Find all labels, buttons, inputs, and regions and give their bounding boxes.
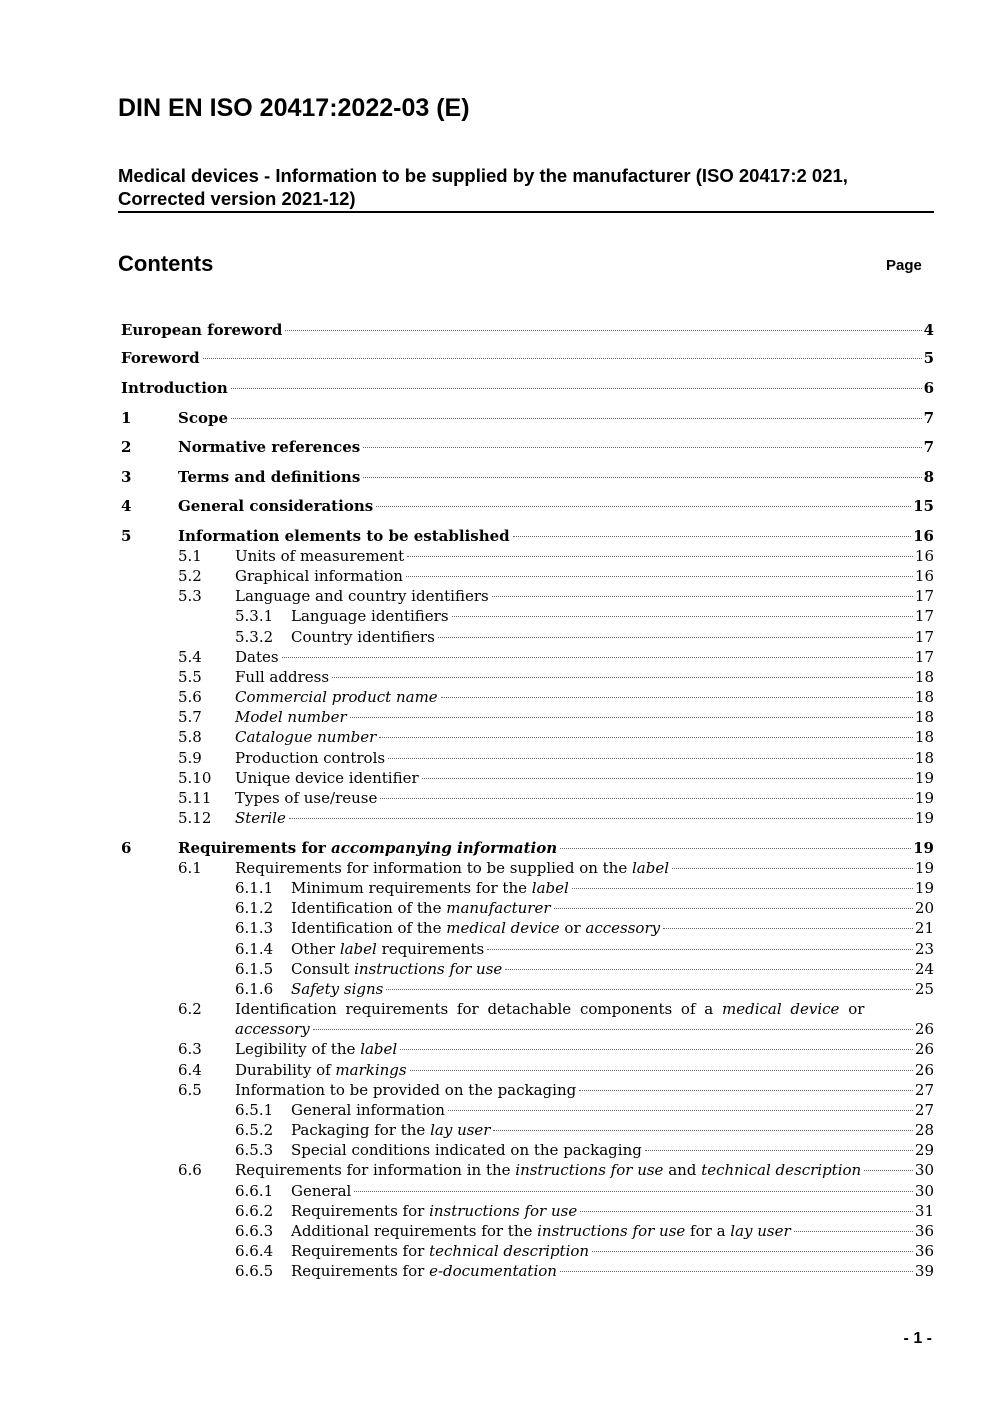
toc-title: Terms and definitions <box>178 468 361 486</box>
toc-entry-general[interactable] <box>291 1181 934 1201</box>
toc-entry-information-packaging[interactable] <box>235 1080 934 1100</box>
toc-entry-language-identifiers[interactable] <box>291 606 934 626</box>
toc-entry-language-country-identifiers[interactable] <box>235 586 934 606</box>
toc-entry-consult-instructions[interactable] <box>291 959 934 979</box>
toc-number: 5.7 <box>178 708 202 726</box>
toc-leader <box>313 1029 913 1030</box>
document-id: DIN EN ISO 20417:2022-03 (E) <box>118 94 470 122</box>
toc-title: Country identifiers <box>291 628 435 646</box>
toc-entry-additional-requirements-lay-user[interactable] <box>291 1221 934 1241</box>
toc-leader <box>580 1211 913 1212</box>
toc-number: 5.6 <box>178 688 202 706</box>
toc-entry-instructions-technical-description[interactable] <box>235 1160 934 1180</box>
toc-page: 18 <box>914 728 934 746</box>
toc-leader <box>354 1191 913 1192</box>
toc-page: 8 <box>923 468 934 486</box>
toc-number: 6.6.3 <box>235 1222 274 1240</box>
toc-number: 5.1 <box>178 547 202 565</box>
toc-leader <box>410 1070 913 1071</box>
toc-leader <box>289 818 913 819</box>
toc-entry-catalogue-number[interactable] <box>235 727 934 747</box>
toc-title-italic: medical device <box>722 1000 840 1018</box>
toc-page: 4 <box>923 321 934 339</box>
toc-title: Graphical information <box>235 567 403 585</box>
toc-title: Safety signs <box>291 980 384 998</box>
toc-title-italic: label <box>531 879 569 897</box>
toc-title: Requirements for <box>291 1262 430 1280</box>
toc-title: Other <box>291 940 340 958</box>
toc-title: Catalogue number <box>235 728 377 746</box>
toc-title: General considerations <box>178 497 374 515</box>
toc-entry-country-identifiers[interactable] <box>291 627 934 647</box>
toc-entry-durability-markings[interactable] <box>235 1060 934 1080</box>
toc-page: 7 <box>923 438 934 456</box>
toc-entry-european-foreword[interactable] <box>121 320 934 340</box>
toc-page: 17 <box>914 628 934 646</box>
toc-entry-general-considerations[interactable] <box>178 496 934 516</box>
toc-number: 6.1 <box>178 859 202 877</box>
toc-number: 5.5 <box>178 668 202 686</box>
toc-number: 6.1.5 <box>235 960 274 978</box>
toc-title: Requirements for <box>178 839 332 857</box>
toc-number: 6 <box>121 839 132 857</box>
toc-title: Identification of the <box>291 899 447 917</box>
toc-leader <box>505 969 913 970</box>
toc-title-italic: instructions for use <box>429 1202 578 1220</box>
toc-entry-dates[interactable] <box>235 647 934 667</box>
subtitle-line-1: Medical devices - Information to be supplied by the manufacturer (ISO 20417:2 021, <box>118 165 848 186</box>
toc-page: 16 <box>914 567 934 585</box>
toc-number: 6.5.1 <box>235 1101 274 1119</box>
toc-number: 5.11 <box>178 789 212 807</box>
toc-title: requirements <box>376 940 485 958</box>
toc-title: Commercial product name <box>235 688 438 706</box>
toc-leader <box>282 657 913 658</box>
toc-title: Additional requirements for the <box>291 1222 538 1240</box>
toc-leader <box>645 1150 913 1151</box>
toc-entry-unique-device-identifier[interactable] <box>235 768 934 788</box>
contents-heading: Contents <box>118 251 214 276</box>
toc-page: 24 <box>914 960 934 978</box>
toc-leader <box>572 888 913 889</box>
toc-leader <box>560 848 911 849</box>
toc-title: Model number <box>235 708 347 726</box>
toc-title: Durability of <box>235 1061 336 1079</box>
toc-title-italic: technical description <box>429 1242 590 1260</box>
toc-number: 6.1.4 <box>235 940 274 958</box>
toc-number: 5.9 <box>178 749 202 767</box>
toc-page: 19 <box>914 809 934 827</box>
toc-title: Requirements for <box>291 1202 430 1220</box>
toc-leader <box>672 868 913 869</box>
toc-number: 5.8 <box>178 728 202 746</box>
toc-title: Production controls <box>235 749 386 767</box>
toc-entry-information-elements[interactable] <box>178 526 934 546</box>
toc-title: Requirements for information in the <box>235 1161 516 1179</box>
toc-title: Units of measurement <box>235 547 405 565</box>
toc-entry-detachable-components-line1[interactable] <box>235 999 877 1019</box>
toc-title: Unique device identifier <box>235 769 419 787</box>
toc-page: 18 <box>914 708 934 726</box>
toc-page: 18 <box>914 668 934 686</box>
toc-page: 28 <box>914 1121 934 1139</box>
toc-entry-commercial-product-name[interactable] <box>235 687 934 707</box>
toc-page: 17 <box>914 648 934 666</box>
toc-title: Sterile <box>235 809 286 827</box>
toc-title: Requirements for information to be supplied on the <box>235 859 632 877</box>
toc-number: 6.1.3 <box>235 919 274 937</box>
toc-entry-types-of-use[interactable] <box>235 788 934 808</box>
toc-title-italic: accessory <box>235 1020 310 1038</box>
toc-entry-normative-references[interactable] <box>178 437 934 457</box>
toc-page: 6 <box>923 379 934 397</box>
toc-number: 6.6.4 <box>235 1242 274 1260</box>
toc-page: 18 <box>914 688 934 706</box>
toc-title-italic: label <box>360 1040 398 1058</box>
toc-title: Types of use/reuse <box>235 789 378 807</box>
toc-title: Introduction <box>121 379 228 397</box>
toc-number: 6.6.2 <box>235 1202 274 1220</box>
toc-entry-general-information[interactable] <box>291 1100 934 1120</box>
toc-number: 6.5 <box>178 1081 202 1099</box>
toc-title: Special conditions indicated on the packaging <box>291 1141 642 1159</box>
toc-entry-requirements-accompanying-information[interactable] <box>178 838 934 858</box>
toc-number: 6.3 <box>178 1040 202 1058</box>
toc-page: 23 <box>914 940 934 958</box>
toc-title-italic: instructions for use <box>515 1161 664 1179</box>
toc-entry-foreword[interactable] <box>121 348 934 368</box>
toc-number: 3 <box>121 468 132 486</box>
toc-entry-packaging-lay-user[interactable] <box>291 1120 934 1140</box>
toc-title: Foreword <box>121 349 200 367</box>
toc-number: 6.1.1 <box>235 879 274 897</box>
toc-title-italic: medical device <box>446 919 560 937</box>
toc-page: 30 <box>914 1161 934 1179</box>
toc-number: 6.6 <box>178 1161 202 1179</box>
toc-title-italic: lay user <box>730 1222 791 1240</box>
toc-page: 19 <box>914 769 934 787</box>
toc-leader <box>864 1170 913 1171</box>
toc-title-italic: instructions for use <box>354 960 503 978</box>
toc-title: Packaging for the <box>291 1121 431 1139</box>
toc-title: for a <box>685 1222 731 1240</box>
toc-leader <box>592 1251 913 1252</box>
toc-number: 5.10 <box>178 769 212 787</box>
toc-entry-safety-signs[interactable] <box>291 979 934 999</box>
toc-entry-scope[interactable] <box>178 408 934 428</box>
toc-page: 19 <box>914 859 934 877</box>
toc-number: 6.6.5 <box>235 1262 274 1280</box>
toc-number: 4 <box>121 497 132 515</box>
toc-entry-identification-manufacturer[interactable] <box>291 898 934 918</box>
toc-leader <box>386 989 913 990</box>
toc-number: 6.4 <box>178 1061 202 1079</box>
toc-number: 5.3.2 <box>235 628 274 646</box>
toc-number: 2 <box>121 438 132 456</box>
toc-title: or <box>559 919 586 937</box>
toc-title: Minimum requirements for the <box>291 879 532 897</box>
toc-title-italic: markings <box>335 1061 407 1079</box>
toc-leader <box>363 447 921 448</box>
toc-page: 19 <box>914 789 934 807</box>
toc-page: 16 <box>914 547 934 565</box>
toc-title: and <box>663 1161 702 1179</box>
toc-page: 29 <box>914 1141 934 1159</box>
toc-title-italic: label <box>632 859 670 877</box>
toc-leader <box>379 737 913 738</box>
toc-leader <box>493 1130 912 1131</box>
toc-leader <box>579 1090 913 1091</box>
toc-leader <box>380 798 913 799</box>
toc-title: Identification requirements for detachable components of a <box>235 1000 722 1018</box>
toc-leader <box>422 778 913 779</box>
toc-title: Legibility of the <box>235 1040 361 1058</box>
toc-leader <box>406 576 913 577</box>
toc-page: 7 <box>923 409 934 427</box>
toc-title: Identification of the <box>291 919 447 937</box>
toc-page: 16 <box>913 527 934 545</box>
toc-page: 18 <box>914 749 934 767</box>
toc-title: or <box>839 1000 865 1018</box>
toc-title-italic: lay user <box>430 1121 491 1139</box>
toc-entry-detachable-components-line2[interactable] <box>235 1019 934 1039</box>
toc-leader <box>231 388 922 389</box>
toc-entry-sterile[interactable] <box>235 808 934 828</box>
toc-page: 5 <box>923 349 934 367</box>
toc-leader <box>438 637 913 638</box>
toc-leader <box>448 1110 913 1111</box>
toc-page: 26 <box>914 1061 934 1079</box>
toc-entry-requirements-e-documentation[interactable] <box>291 1261 934 1281</box>
subtitle-line-2: Corrected version 2021-12) <box>118 188 356 209</box>
toc-entry-units-of-measurement[interactable] <box>235 546 934 566</box>
toc-number: 1 <box>121 409 132 427</box>
toc-page: 17 <box>914 587 934 605</box>
toc-entry-minimum-requirements-label[interactable] <box>291 878 934 898</box>
toc-title: European foreword <box>121 321 283 339</box>
toc-leader <box>560 1271 913 1272</box>
toc-number: 5.3.1 <box>235 607 274 625</box>
toc-page: 20 <box>914 899 934 917</box>
toc-leader <box>363 477 921 478</box>
toc-leader <box>203 358 922 359</box>
toc-number: 6.5.2 <box>235 1121 274 1139</box>
toc-title: Information to be provided on the packaging <box>235 1081 577 1099</box>
toc-number: 5.12 <box>178 809 212 827</box>
toc-title-italic: accompanying information <box>331 839 558 857</box>
toc-leader <box>441 697 913 698</box>
toc-entry-identification-medical-device[interactable] <box>291 918 934 938</box>
toc-title: Language identifiers <box>291 607 449 625</box>
toc-entry-introduction[interactable] <box>121 378 934 398</box>
toc-leader <box>285 330 921 331</box>
toc-entry-special-conditions[interactable] <box>291 1140 934 1160</box>
toc-entry-full-address[interactable] <box>235 667 934 687</box>
toc-title-italic: accessory <box>585 919 661 937</box>
toc-title: Normative references <box>178 438 361 456</box>
toc-number: 5 <box>121 527 132 545</box>
toc-page: 26 <box>914 1020 934 1038</box>
toc-page: 39 <box>914 1262 934 1280</box>
toc-number: 6.2 <box>178 1000 202 1018</box>
toc-leader <box>663 928 913 929</box>
toc-title: Language and country identifiers <box>235 587 489 605</box>
toc-entry-requirements-instructions[interactable] <box>291 1201 934 1221</box>
toc-number: 5.3 <box>178 587 202 605</box>
page-column-heading: Page <box>886 257 922 274</box>
toc-page: 27 <box>914 1101 934 1119</box>
toc-title: General information <box>291 1101 445 1119</box>
toc-title-italic: e-documentation <box>429 1262 557 1280</box>
toc-entry-model-number[interactable] <box>235 707 934 727</box>
toc-leader <box>231 418 922 419</box>
toc-number: 5.2 <box>178 567 202 585</box>
toc-page: 19 <box>914 879 934 897</box>
toc-leader <box>452 616 913 617</box>
toc-number: 6.6.1 <box>235 1182 274 1200</box>
toc-leader <box>332 677 913 678</box>
toc-page: 36 <box>914 1242 934 1260</box>
toc-title: General <box>291 1182 352 1200</box>
toc-title-italic: manufacturer <box>446 899 551 917</box>
toc-number: 6.1.2 <box>235 899 274 917</box>
toc-entry-requirements-on-label[interactable] <box>235 858 934 878</box>
toc-page: 31 <box>914 1202 934 1220</box>
toc-title-italic: label <box>339 940 377 958</box>
toc-title-italic: technical description <box>701 1161 862 1179</box>
toc-page: 30 <box>914 1182 934 1200</box>
toc-page: 36 <box>914 1222 934 1240</box>
toc-title: Information elements to be established <box>178 527 510 545</box>
toc-number: 6.5.3 <box>235 1141 274 1159</box>
toc-number: 5.4 <box>178 648 202 666</box>
toc-leader <box>350 717 913 718</box>
toc-page: 15 <box>913 497 934 515</box>
toc-entry-other-label-requirements[interactable] <box>291 939 934 959</box>
toc-leader <box>794 1231 913 1232</box>
toc-page: 17 <box>914 607 934 625</box>
toc-leader <box>487 949 913 950</box>
toc-page: 26 <box>914 1040 934 1058</box>
toc-title: Full address <box>235 668 330 686</box>
toc-entry-terms-and-definitions[interactable] <box>178 467 934 487</box>
toc-entry-requirements-technical-description[interactable] <box>291 1241 934 1261</box>
toc-leader <box>400 1049 913 1050</box>
toc-title-italic: instructions for use <box>537 1222 686 1240</box>
toc-title: Dates <box>235 648 279 666</box>
toc-title: Requirements for <box>291 1242 430 1260</box>
toc-title: Consult <box>291 960 355 978</box>
toc-entry-production-controls[interactable] <box>235 748 934 768</box>
toc-number: 6.1.6 <box>235 980 274 998</box>
page-number: - 1 - <box>903 1330 932 1347</box>
toc-page: 19 <box>913 839 934 857</box>
toc-leader <box>492 596 913 597</box>
toc-entry-graphical-information[interactable] <box>235 566 934 586</box>
toc-entry-legibility-label[interactable] <box>235 1039 934 1059</box>
toc-page: 27 <box>914 1081 934 1099</box>
toc-page: 25 <box>914 980 934 998</box>
toc-leader <box>376 506 911 507</box>
toc-page: 21 <box>914 919 934 937</box>
toc-leader <box>388 758 913 759</box>
toc-leader <box>407 556 913 557</box>
toc-leader <box>554 908 913 909</box>
toc-leader <box>513 536 911 537</box>
toc-title: Scope <box>178 409 229 427</box>
